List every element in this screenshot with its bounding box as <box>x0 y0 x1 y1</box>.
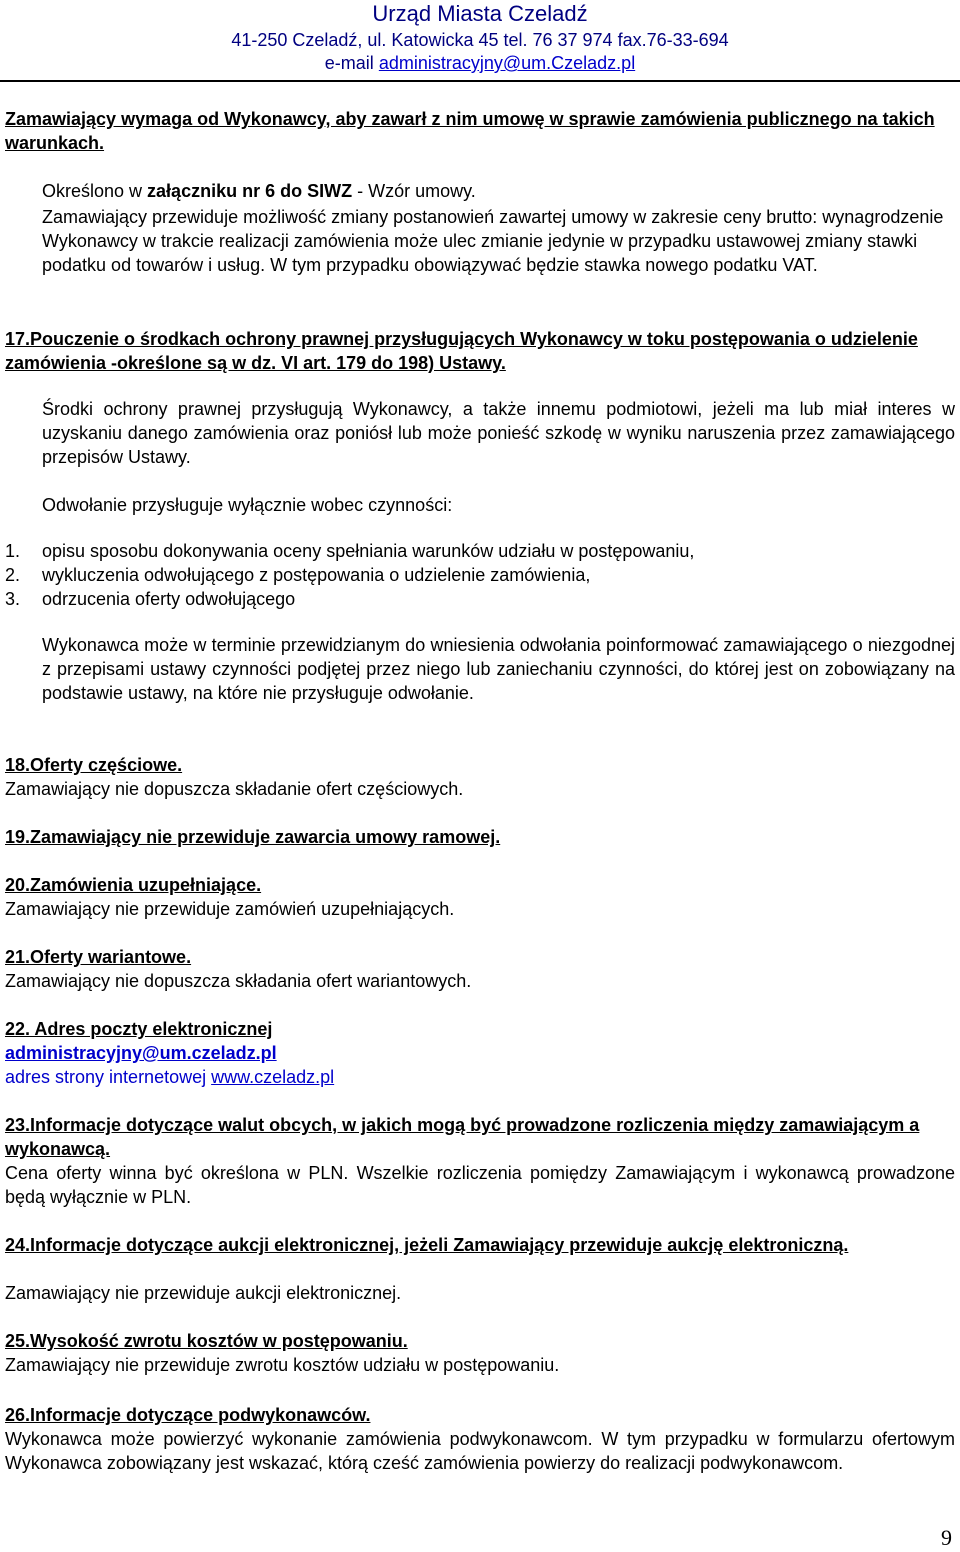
header-address: 41-250 Czeladź, ul. Katowicka 45 tel. 76 37 974 fax.76-33-694 <box>231 30 729 50</box>
sec25-heading: 25.Wysokość zwrotu kosztów w postępowaniu. <box>5 1331 408 1351</box>
sec22-www-label: adres strony internetowej <box>5 1067 212 1087</box>
sec16-heading: Zamawiający wymaga od Wykonawcy, aby zawarł z nim umowę w sprawie zamówienia publicznego na takich warunkach. <box>5 109 935 153</box>
sec16-p1-post: - Wzór umowy. <box>352 181 476 201</box>
header-title: Urząd Miasta Czeladź <box>372 1 588 26</box>
list-item: 3. odrzucenia oferty odwołującego <box>5 589 296 609</box>
sec16-p1 <box>42 179 955 203</box>
list-item: 1. opisu sposobu dokonywania oceny spełniania warunków udziału w postępowaniu, <box>5 541 695 561</box>
header-email-label: e-mail <box>324 53 374 73</box>
sec26-text: Wykonawca może powierzyć wykonanie zamówienia podwykonawcom. W tym przypadku w formularzu ofertowym Wykonawca zobowiązany jest wskazać, którą cześć zamówienia powierzy do realizacji podwykonawcom. <box>5 1429 955 1473</box>
sec20-text: Zamawiający nie przewiduje zamówień uzupełniających. <box>5 899 455 919</box>
sec23-text: Cena oferty winna być określona w PLN. Wszelkie rozliczenia pomiędzy Zamawiającym i wykonawcą prowadzone będą wyłącznie w PLN. <box>5 1163 955 1207</box>
sec25-text: Zamawiający nie przewiduje zwrotu kosztów udziału w postępowaniu. <box>5 1355 560 1375</box>
sec17-p3: Wykonawca może w terminie przewidzianym do wniesienia odwołania poinformować zamawiającego o niezgodnej z przepisami ustawy czynności podjętej przez niego lub zaniechaniu czynności, do której jest on zobowiązany na podstawie ustawy, na które nie przysługuje odwołanie. <box>42 635 955 703</box>
sec17-heading: 17.Pouczenie o środkach ochrony prawnej przysługujących Wykonawcy w toku postępowania o udzielenie zamówienia -określone są w dz. VI art. 179 do 198) Ustawy. <box>5 329 918 373</box>
sec26-heading: 26.Informacje dotyczące podwykonawców. <box>5 1405 371 1425</box>
sec21-text: Zamawiający nie dopuszcza składania ofert wariantowych. <box>5 971 472 991</box>
sec18-heading: 18.Oferty częściowe. <box>5 755 183 775</box>
page-number: 9 <box>941 1525 952 1550</box>
sec22-www-link[interactable]: www.czeladz.pl <box>211 1067 335 1087</box>
sec17-p1: Środki ochrony prawnej przysługują Wykonawcy, a także innemu podmiotowi, jeżeli ma lub miał interes w uzyskaniu danego zamówienia oraz poniósł lub może ponieść szkodę w wyniku naruszenia przez zamawiającego przepisów Ustawy. <box>42 399 955 467</box>
header-email-line <box>0 52 960 75</box>
sec20-heading: 20.Zamówienia uzupełniające. <box>5 875 262 895</box>
sec24-text: Zamawiający nie przewiduje aukcji elektronicznej. <box>5 1283 402 1303</box>
sec22-heading: 22. Adres poczty elektronicznej <box>5 1019 273 1039</box>
sec16-p1-pre: Określono w <box>42 181 148 201</box>
sec17-p2: Odwołanie przysługuje wyłącznie wobec czynności: <box>42 495 453 515</box>
sec17-list <box>5 539 955 611</box>
header-email-link[interactable]: administracyjny@um.Czeladz.pl <box>378 53 636 73</box>
list-item: 2. wykluczenia odwołującego z postępowania o udzielenie zamówienia, <box>5 565 591 585</box>
sec22-email-link[interactable]: administracyjny@um.czeladz.pl <box>5 1043 277 1063</box>
sec16-p1-bold: załączniku nr 6 do SIWZ <box>147 181 353 201</box>
sec21-heading: 21.Oferty wariantowe. <box>5 947 192 967</box>
sec19-heading: 19.Zamawiający nie przewiduje zawarcia umowy ramowej. <box>5 827 501 847</box>
sec16-p2: Zamawiający przewiduje możliwość zmiany postanowień zawartej umowy w zakresie ceny brutto: wynagrodzenie Wykonawcy w trakcie realizacji zamówienia może ulec zmianie jedynie w przypadku ustawowej zmiany stawki podatku od towarów i usług. W tym przypadku obowiązywać będzie stawka nowego podatku VAT. <box>42 207 944 275</box>
sec22-email-line <box>5 1041 955 1065</box>
header-divider <box>0 80 960 82</box>
sec22-www-line <box>5 1065 955 1089</box>
sec18-text: Zamawiający nie dopuszcza składanie ofert częściowych. <box>5 779 464 799</box>
sec24-heading: 24.Informacje dotyczące aukcji elektronicznej, jeżeli Zamawiający przewiduje aukcję elektroniczną. <box>5 1235 849 1255</box>
sec23-heading: 23.Informacje dotyczące walut obcych, w jakich mogą być prowadzone rozliczenia między zamawiającym a wykonawcą. <box>5 1115 920 1159</box>
